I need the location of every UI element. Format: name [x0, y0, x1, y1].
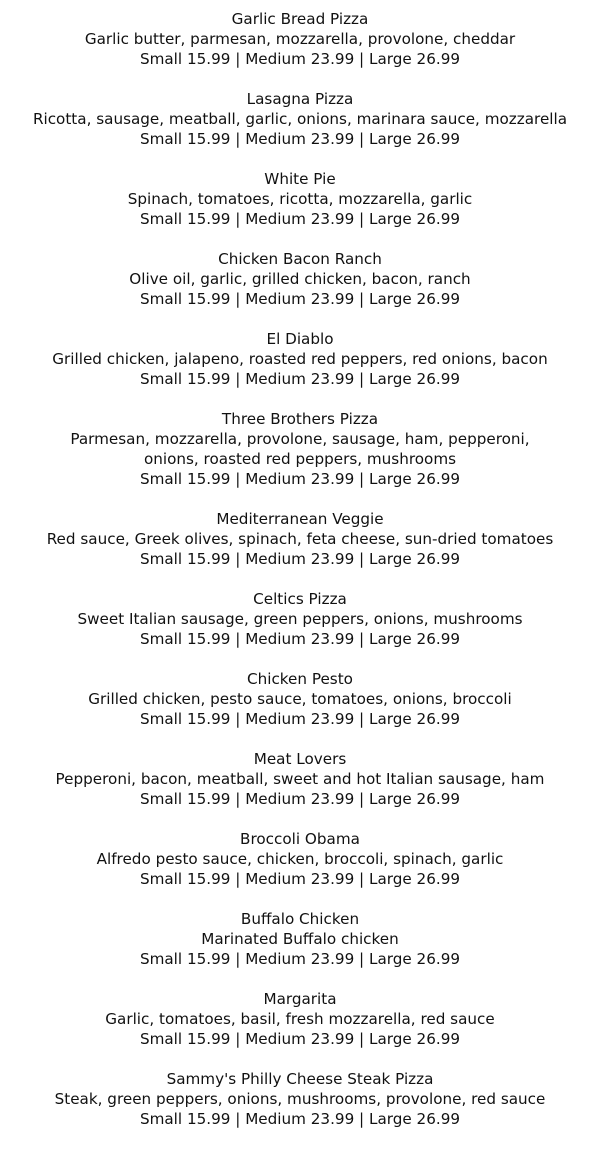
- item-description: Grilled chicken, jalapeno, roasted red peppers, red onions, bacon: [52, 350, 548, 368]
- item-prices: Small 15.99 | Medium 23.99 | Large 26.99: [139, 130, 461, 148]
- item-description: Olive oil, garlic, grilled chicken, bacon, ranch: [129, 270, 471, 288]
- item-prices: Small 15.99 | Medium 23.99 | Large 26.99: [139, 710, 461, 728]
- item-prices: Small 15.99 | Medium 23.99 | Large 26.99: [139, 950, 461, 968]
- menu-item-broccoli-obama: [0, 829, 600, 889]
- menu-item-chicken-bacon-ranch: [0, 249, 600, 309]
- item-prices: Small 15.99 | Medium 23.99 | Large 26.99: [139, 290, 461, 308]
- item-prices: Small 15.99 | Medium 23.99 | Large 26.99: [139, 790, 461, 808]
- item-name: Margarita: [263, 990, 337, 1008]
- item-description: Red sauce, Greek olives, spinach, feta cheese, sun-dried tomatoes: [46, 530, 554, 548]
- item-description: Garlic butter, parmesan, mozzarella, provolone, cheddar: [84, 30, 516, 48]
- item-description: Alfredo pesto sauce, chicken, broccoli, spinach, garlic: [96, 850, 504, 868]
- menu-item-margarita: [0, 989, 600, 1049]
- item-prices: Small 15.99 | Medium 23.99 | Large 26.99: [139, 870, 461, 888]
- menu-item-el-diablo: [0, 329, 600, 389]
- item-name: Chicken Pesto: [247, 670, 353, 688]
- menu-item-meat-lovers: [0, 749, 600, 809]
- menu-item-garlic-bread-pizza: [0, 9, 600, 69]
- item-name: Mediterranean Veggie: [216, 510, 384, 528]
- item-name: Chicken Bacon Ranch: [218, 250, 382, 268]
- item-prices: Small 15.99 | Medium 23.99 | Large 26.99: [139, 210, 461, 228]
- item-name: Sammy's Philly Cheese Steak Pizza: [166, 1070, 434, 1088]
- item-name: Meat Lovers: [253, 750, 347, 768]
- menu-item-white-pie: [0, 169, 600, 229]
- item-description: Steak, green peppers, onions, mushrooms, provolone, red sauce: [54, 1090, 546, 1108]
- item-prices: Small 15.99 | Medium 23.99 | Large 26.99: [139, 1030, 461, 1048]
- item-description: Ricotta, sausage, meatball, garlic, onions, marinara sauce, mozzarella: [32, 110, 568, 128]
- item-description: Parmesan, mozzarella, provolone, sausage, ham, pepperoni,: [70, 430, 530, 448]
- menu-item-sammys-philly-cheese-steak-pizza: [0, 1069, 600, 1129]
- item-description: Marinated Buffalo chicken: [201, 930, 399, 948]
- item-name: Garlic Bread Pizza: [231, 10, 369, 28]
- menu-item-three-brothers-pizza: [0, 409, 600, 489]
- item-description: Spinach, tomatoes, ricotta, mozzarella, garlic: [127, 190, 473, 208]
- menu-item-lasagna-pizza: [0, 89, 600, 149]
- item-prices: Small 15.99 | Medium 23.99 | Large 26.99: [139, 470, 461, 488]
- item-name: Buffalo Chicken: [240, 910, 360, 928]
- item-prices: Small 15.99 | Medium 23.99 | Large 26.99: [139, 50, 461, 68]
- menu-item-celtics-pizza: [0, 589, 600, 649]
- item-name: Three Brothers Pizza: [221, 410, 379, 428]
- item-name: White Pie: [264, 170, 336, 188]
- item-prices: Small 15.99 | Medium 23.99 | Large 26.99: [139, 630, 461, 648]
- menu-item-buffalo-chicken: [0, 909, 600, 969]
- item-description: onions, roasted red peppers, mushrooms: [143, 450, 457, 468]
- menu-item-mediterranean-veggie: [0, 509, 600, 569]
- item-name: Celtics Pizza: [253, 590, 347, 608]
- item-prices: Small 15.99 | Medium 23.99 | Large 26.99: [139, 370, 461, 388]
- menu-item-chicken-pesto: [0, 669, 600, 729]
- item-description: Grilled chicken, pesto sauce, tomatoes, onions, broccoli: [88, 690, 512, 708]
- item-description: Pepperoni, bacon, meatball, sweet and hot Italian sausage, ham: [55, 770, 545, 788]
- item-name: Lasagna Pizza: [246, 90, 354, 108]
- item-name: Broccoli Obama: [240, 830, 360, 848]
- item-description: Sweet Italian sausage, green peppers, onions, mushrooms: [77, 610, 523, 628]
- item-name: El Diablo: [266, 330, 334, 348]
- item-prices: Small 15.99 | Medium 23.99 | Large 26.99: [139, 1110, 461, 1128]
- item-description: Garlic, tomatoes, basil, fresh mozzarella, red sauce: [105, 1010, 495, 1028]
- item-prices: Small 15.99 | Medium 23.99 | Large 26.99: [139, 550, 461, 568]
